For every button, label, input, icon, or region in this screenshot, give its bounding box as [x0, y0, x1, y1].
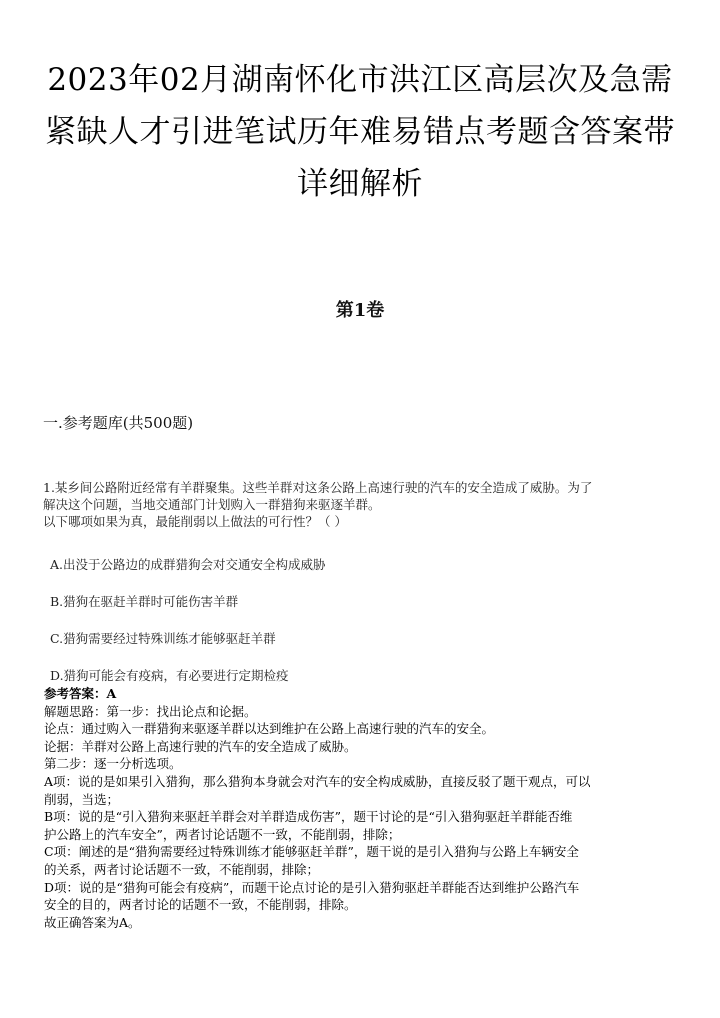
- answer-explanation: [44, 685, 684, 931]
- explanation-line: 削弱，当选；: [44, 791, 120, 807]
- stem-line-1: 1.某乡间公路附近经常有羊群聚集。这些羊群对这条公路上高速行驶的汽车的安全造成了威胁。为了: [43, 480, 593, 495]
- title-line-3: 详细解析: [297, 166, 423, 202]
- option-c: C.猎狗需要经过特殊训练才能够驱赶羊群: [50, 631, 276, 646]
- explanation-line: 护公路上的汽车安全”，两者讨论话题不一致，不能削弱，排除；: [44, 826, 401, 842]
- explanation-line: A项：说的是如果引入猎狗，那么猎狗本身就会对汽车的安全构成威胁，直接反驳了题干观点，可以: [44, 773, 591, 789]
- explanation-line: 论据：羊群对公路上高速行驶的汽车的安全造成了威胁。: [44, 738, 357, 754]
- section-heading: 一.参考题库(共500题): [43, 414, 194, 432]
- explanation-line: D项：说的是“猎狗可能会有疫病”，而题干论点讨论的是引入猎狗驱赶羊群能否达到维护公路汽车: [44, 879, 580, 895]
- explanation-line: B项：说的是“引入猎狗来驱赶羊群会对羊群造成伤害”，题干讨论的是“引入猎狗驱赶羊群能否维: [44, 809, 573, 825]
- option-b: B.猎狗在驱赶羊群时可能伤害羊群: [50, 594, 239, 609]
- title-line-1: 2023年02月湖南怀化市洪江区高层次及急需: [47, 62, 673, 98]
- option-a: A.出没于公路边的成群猎狗会对交通安全构成威胁: [50, 557, 326, 572]
- option-d: D.猎狗可能会有疫病，有必要进行定期检疫: [50, 668, 289, 683]
- explanation-line: 的关系，两者讨论话题不一致，不能削弱，排除；: [44, 861, 320, 877]
- explanation-line: C项：阐述的是“猎狗需要经过特殊训练才能够驱赶羊群”，题干说的是引入猎狗与公路上车辆安全: [44, 844, 579, 860]
- explanation-line: 故正确答案为A。: [44, 914, 141, 930]
- explanation-line: 解题思路：第一步：找出论点和论据。: [44, 703, 257, 719]
- answer-label: 参考答案：A: [44, 686, 117, 701]
- title-line-2: 紧缺人才引进笔试历年难易错点考题含答案带: [45, 114, 675, 150]
- explanation-line: 第二步：逐一分析选项。: [44, 756, 182, 772]
- question-stem: [43, 479, 683, 530]
- stem-line-3: 以下哪项如果为真，最能削弱以上做法的可行性？（ ）: [43, 514, 347, 529]
- explanation-line: 安全的目的，两者讨论的话题不一致，不能削弱，排除。: [44, 897, 357, 913]
- volume-heading: 第1卷: [335, 300, 385, 321]
- stem-line-2: 解决这个问题，当地交通部门计划购入一群猎狗来驱逐羊群。: [43, 497, 381, 512]
- document-title: [40, 54, 680, 210]
- explanation-line: 论点：通过购入一群猎狗来驱逐羊群以达到维护在公路上高速行驶的汽车的安全。: [44, 721, 495, 737]
